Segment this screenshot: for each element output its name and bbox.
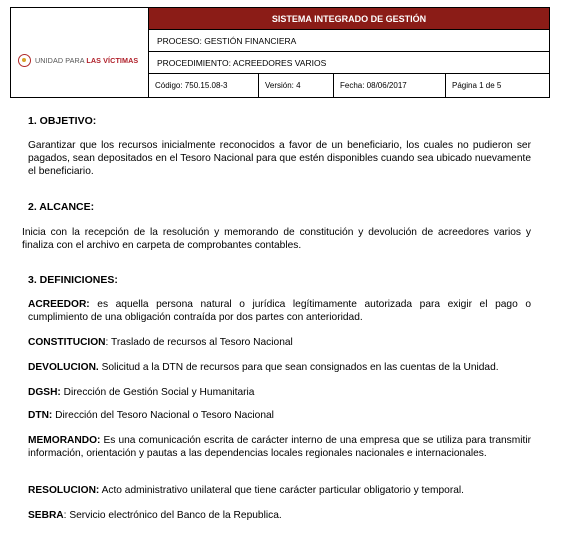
definition-sebra [28, 509, 531, 522]
definition-term: SEBRA [28, 510, 64, 521]
definition-term: RESOLUCION: [28, 485, 100, 496]
page-number-cell: Página 1 de 5 [452, 81, 502, 90]
logo-bold: LAS VÍCTIMAS [86, 56, 139, 65]
scope-heading: 2. ALCANCE: [28, 201, 95, 213]
definition-devolucion [28, 361, 531, 374]
document-header [10, 7, 550, 98]
definition-text: Acto administrativo unilateral que tiene carácter particular obligatorio y temporal. [99, 485, 464, 496]
definition-resolucion [28, 484, 531, 497]
definition-text: Dirección de Gestión Social y Humanitaria [60, 387, 255, 398]
definition-text: Dirección del Tesoro Nacional o Tesoro Nacional [52, 410, 274, 421]
unidad-victimas-logo [18, 54, 138, 67]
definition-memorando [28, 434, 531, 460]
definition-term: ACREEDOR: [28, 299, 90, 310]
date-cell: Fecha: 08/06/2017 [334, 74, 446, 97]
system-title: SISTEMA INTEGRADO DE GESTIÓN [149, 8, 549, 30]
process-label: PROCESO: GESTIÓN FINANCIERA [149, 30, 549, 52]
definition-dtn [28, 409, 531, 422]
definition-term: CONSTITUCION [28, 337, 106, 348]
definition-term: DTN: [28, 410, 53, 421]
definition-acreedor [28, 298, 531, 324]
definition-term: MEMORANDO: [28, 435, 101, 446]
definition-text: : Servicio electrónico del Banco de la Republica. [63, 510, 282, 521]
definition-constitucion [28, 336, 531, 349]
logo-text [35, 56, 138, 65]
version-cell: Versión: 4 [259, 74, 334, 97]
objective-heading: 1. OBJETIVO: [28, 115, 97, 127]
objective-text: Garantizar que los recursos inicialmente reconocidos a favor de un beneficiario, los cuales no pudieron ser pagados, sean depositados en el Tesoro Nacional para que estén disponibles cuando sea ubicado nuevamente el beneficiario. [28, 140, 531, 177]
definition-text: Es una comunicación escrita de carácter interno de una empresa que se utiliza para transmitir información, orientación y pautas a las dependencias locales regionales nacionales e internacionales. [28, 435, 531, 459]
definition-text: : Traslado de recursos al Tesoro Nacional [105, 337, 293, 348]
definitions-heading: 3. DEFINICIONES: [28, 274, 118, 286]
procedure-label: PROCEDIMIENTO: ACREEDORES VARIOS [149, 52, 549, 74]
definition-text: es aquella persona natural o jurídica legítimamente autorizada para exigir el pago o cumplimiento de una obligación contraída por dos partes con anterioridad. [28, 299, 531, 323]
logo-cell [11, 8, 149, 97]
definition-dgsh [28, 386, 531, 399]
definition-text: Solicitud a la DTN de recursos para que sean consignados en las cuentas de la Unidad. [98, 362, 499, 373]
seal-icon [18, 54, 31, 67]
metadata-row [149, 74, 549, 97]
definition-term: DGSH: [28, 387, 61, 398]
definition-term: DEVOLUCION. [28, 362, 99, 373]
code-cell: Código: 750.15.08-3 [149, 74, 259, 97]
logo-prefix: UNIDAD PARA [35, 56, 87, 65]
scope-text: Inicia con la recepción de la resolución y memorando de constitución y devolución de acreedores varios y finaliza con el archivo en carpeta de comprobantes contables. [22, 227, 531, 251]
